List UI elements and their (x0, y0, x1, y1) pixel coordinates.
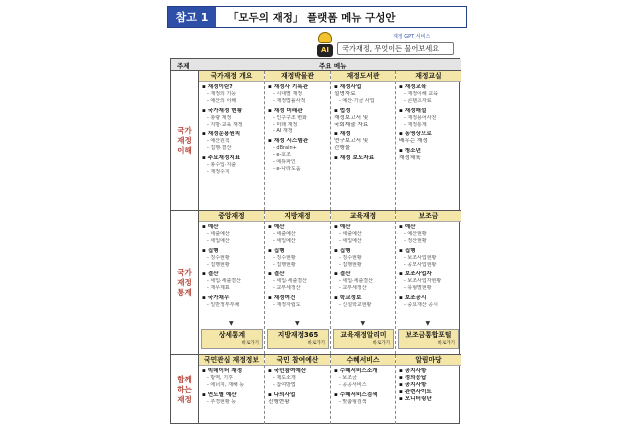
list-item: 배우는 재정 (399, 138, 428, 145)
list-item: - 총수입·지출 (207, 162, 237, 169)
list-item[interactable]: ▪ 집행 (202, 247, 219, 254)
list-item[interactable]: ▪ 나의사업 (268, 391, 296, 398)
section-label: 함께 하는 재정 (171, 355, 199, 424)
table-section (171, 211, 461, 355)
list-item: - 집행현황 (273, 261, 296, 268)
list-item[interactable]: ▪ 재정 (334, 131, 351, 138)
list-item[interactable]: ▪ 빅데이터 재정 (202, 368, 243, 374)
list-item[interactable]: ▪ 재정해설 (399, 107, 427, 114)
list-item: - 시대별 재정 (273, 90, 303, 97)
menu-column-title[interactable]: 수혜서비스 (331, 355, 395, 366)
menu-column-title[interactable]: 재정도서관 (331, 71, 395, 82)
list-item[interactable]: ▪ 법정 (334, 107, 351, 114)
service-name: 상세통계 (218, 331, 246, 339)
list-item: 연구보고서 및 (334, 138, 369, 145)
list-item: - 중요재산 공시 (404, 302, 438, 309)
list-item: - 재정통계 (404, 121, 427, 128)
list-item: - 재정자립도 (273, 302, 301, 309)
list-item: - 재무제표 (207, 285, 230, 292)
list-item[interactable]: ▪ 동영상으로 (399, 131, 432, 138)
chatbot-label: 재정 GPT 서비스 (393, 34, 431, 40)
list-item: - 맞춤형검색 (339, 398, 367, 405)
list-item: - 참여방법 (273, 381, 296, 388)
list-item[interactable]: ▪ 예산 (268, 224, 285, 230)
section-label: 국가 재정 통계 (171, 211, 199, 354)
list-item: - 징수현황 (207, 254, 230, 261)
list-item: - 공공서비스 (339, 381, 367, 388)
list-item: - 신설학교현황 (339, 302, 372, 309)
list-item: - 지방·교육 재정 (207, 121, 243, 128)
list-item: - 세출예산 (207, 230, 230, 237)
page-title: 「모두의 재정」 플랫폼 메뉴 구성안 (228, 11, 396, 24)
list-item: - 세입예산 (207, 237, 230, 244)
list-item: - 정산현황 (404, 237, 427, 244)
ai-badge: AI (317, 44, 333, 57)
list-item: - 징수현황 (339, 254, 362, 261)
list-item: - 세출예산 (339, 230, 362, 237)
service-link-button[interactable] (201, 329, 263, 349)
list-item[interactable]: ▪ 학교정보 (334, 295, 362, 302)
list-item[interactable]: ▪ 관련사이트 (399, 388, 432, 395)
list-item: - 보조사업자현황 (404, 278, 442, 285)
menu-column-title[interactable]: 교육재정 (331, 211, 395, 222)
menu-column (396, 355, 461, 424)
table-section (171, 355, 461, 424)
list-item[interactable]: ▪ 공지사항 (399, 368, 427, 374)
list-item: - 방역, 기후 (207, 374, 233, 381)
service-link-button[interactable] (398, 329, 459, 349)
service-link-button[interactable] (333, 329, 394, 349)
list-item[interactable]: ▪ 연도별 예산 (202, 391, 237, 398)
menu-column (331, 355, 396, 424)
list-item: 재정보고서 및 (334, 114, 369, 121)
table-section (171, 71, 461, 211)
page-header (167, 6, 467, 28)
list-item[interactable]: ▪ 재정사 기록관 (268, 84, 309, 90)
list-item: - 유형별현황 (404, 285, 432, 292)
service-note: 바로가기 (437, 341, 455, 346)
menu-column (199, 71, 265, 210)
down-arrow-icon: ▼ (425, 320, 431, 327)
list-item: - 집행현황 (207, 261, 230, 268)
list-item[interactable]: ▪ 주요재정지표 (202, 155, 241, 162)
list-item: - 예산·기금 사업 (339, 97, 375, 104)
list-item: 재정체육 (399, 155, 421, 162)
menu-column-title[interactable]: 재정교실 (396, 71, 461, 82)
list-item[interactable]: ▪ 청소년 (399, 148, 421, 155)
list-item: - dBrain+ (273, 145, 297, 152)
menu-column-title[interactable]: 알림마당 (396, 355, 461, 366)
list-item: - 추경현황 등 (207, 398, 237, 405)
list-item[interactable]: ▪ 재정이란? (202, 84, 233, 90)
menu-column-title[interactable]: 재정박물관 (265, 71, 330, 82)
list-item[interactable]: ▪ 집행 (268, 247, 285, 254)
list-item: - 총량 재정 (207, 114, 232, 121)
menu-table (170, 58, 460, 424)
ai-robot-icon (316, 32, 334, 58)
service-name: 교육재정알리미 (340, 331, 387, 339)
list-item[interactable]: ▪ 예산 (399, 224, 416, 230)
list-item: - 세입·세출결산 (207, 278, 241, 285)
list-item: - 세입예산 (273, 237, 296, 244)
menu-column-title[interactable]: 국민 참여예산 (265, 355, 330, 366)
list-item[interactable]: ▪ 수혜서비스검색 (334, 391, 378, 398)
list-item: - e-호조 (273, 152, 291, 159)
menu-column-title[interactable]: 국가재정 개요 (199, 71, 264, 82)
list-item: - 일반정부부채 (207, 302, 240, 309)
list-item: - 제도소개 (273, 374, 296, 381)
list-item: - 세입예산 (339, 237, 362, 244)
menu-column (265, 355, 331, 424)
down-arrow-icon: ▼ (295, 320, 300, 327)
chatbot-input[interactable]: 국가재정, 무엇이든 물어보세요 (337, 42, 454, 55)
list-item[interactable]: ▪ 국가채무 (202, 295, 230, 302)
list-item[interactable]: ▪ 국민참여예산 (268, 368, 307, 374)
list-item: - 미래 재정 (273, 121, 298, 128)
list-item: - 재정용어사전 (404, 114, 437, 121)
list-item: 국회제출 자료 (334, 121, 369, 128)
list-item: - 교부세정산 (339, 285, 367, 292)
list-item: - 세입·세출결산 (339, 278, 373, 285)
list-item[interactable]: ▪ 보조사업자 (399, 271, 432, 278)
menu-column-title[interactable]: 중앙재정 (199, 211, 264, 222)
list-item: - e-나라도움 (273, 165, 301, 172)
list-item: - AI 재정 (273, 128, 293, 135)
list-item: 설명자료 (334, 90, 356, 97)
list-item[interactable]: ▪ 재정 미래관 (268, 107, 303, 114)
list-item: - 재정수지 (207, 168, 230, 175)
list-item: - 교부세정산 (273, 285, 301, 292)
list-item: - 재정법률사적 (273, 97, 306, 104)
list-item: - 예산현황 (404, 230, 427, 237)
service-note: 바로가기 (372, 341, 390, 346)
list-item[interactable]: ▪ 결산 (202, 271, 219, 278)
list-item: - 예산의 이해 (207, 97, 237, 104)
list-item: - 예산원칙 (207, 138, 230, 145)
service-note: 바로가기 (241, 341, 259, 346)
down-arrow-icon: ▼ (229, 320, 234, 327)
menu-column (331, 71, 396, 210)
menu-column (396, 71, 461, 210)
service-name: 보조금통합포털 (405, 331, 452, 339)
header-menu: 주요 메뉴 (319, 62, 347, 70)
list-item[interactable]: ▪ 재정사업 (334, 84, 362, 90)
list-item[interactable]: ▪ 재정운용원칙 (202, 131, 241, 138)
list-item[interactable]: ▪ 수혜서비스소개 (334, 368, 378, 374)
list-item: - 징수현황 (273, 254, 296, 261)
list-item: - 재정이해 교육 (404, 90, 438, 97)
list-item: - 세입·세출결산 (273, 278, 307, 285)
list-item[interactable]: ▪ 예산 (202, 224, 219, 230)
list-item[interactable]: ▪ 집행 (334, 247, 351, 254)
list-item: - 에너지, 재해 등 (207, 381, 245, 388)
reference-tag: 참고 1 (168, 7, 216, 27)
list-item[interactable]: ▪ 결산 (268, 271, 285, 278)
list-item: - 집행·결산 (207, 145, 232, 152)
list-item: 간행물 (334, 145, 351, 152)
list-item[interactable]: ▪ 예산 (334, 224, 351, 230)
service-name: 지방재정365 (277, 331, 319, 339)
section-label: 국가 재정 이해 (171, 71, 199, 210)
list-item[interactable]: ▪ 국가재정 현황 (202, 107, 243, 114)
list-item: - 보조금 (339, 374, 357, 381)
list-item: - 에듀파인 (273, 159, 296, 166)
table-header-row (171, 59, 461, 71)
list-item: - 집행현황 (339, 261, 362, 268)
list-item[interactable]: ▪ 결산 (334, 271, 351, 278)
list-item[interactable]: ▪ 보조공시 (399, 295, 427, 302)
menu-column-title[interactable]: 지방재정 (265, 211, 330, 222)
list-item[interactable]: ▪ 재정여건 (268, 295, 296, 302)
header-subject: 주제 (177, 62, 190, 70)
list-item: - 인구구조 변화 (273, 114, 307, 121)
list-item: - 보조사업현황 (404, 254, 437, 261)
list-item: - 공모사업현황 (404, 261, 437, 268)
list-item[interactable]: ▪ 재정교육 (399, 84, 427, 90)
service-note: 바로가기 (307, 341, 325, 346)
list-item[interactable]: ▪ 재정 보도자료 (334, 155, 375, 162)
list-item[interactable]: ▪ 재정 시스템관 (268, 138, 309, 145)
menu-column-title[interactable]: 보조금 (396, 211, 461, 222)
list-item[interactable]: ▪ 모니터링단 (399, 395, 432, 402)
service-link-button[interactable] (267, 329, 329, 349)
menu-column-title[interactable]: 국민관심 재정정보 (199, 355, 264, 366)
down-arrow-icon: ▼ (360, 320, 366, 327)
list-item: 진행현황 (268, 398, 290, 405)
menu-column (199, 355, 265, 424)
list-item[interactable]: ▪ 정의응답 (399, 374, 427, 381)
menu-column (265, 71, 331, 210)
list-item[interactable]: ▪ 공지사항 (399, 381, 427, 388)
list-item: - 콘텐츠자료 (404, 97, 432, 104)
list-item[interactable]: ▪ 집행 (399, 247, 416, 254)
list-item: - 세출예산 (273, 230, 296, 237)
list-item: - 재정의 기능 (207, 90, 237, 97)
